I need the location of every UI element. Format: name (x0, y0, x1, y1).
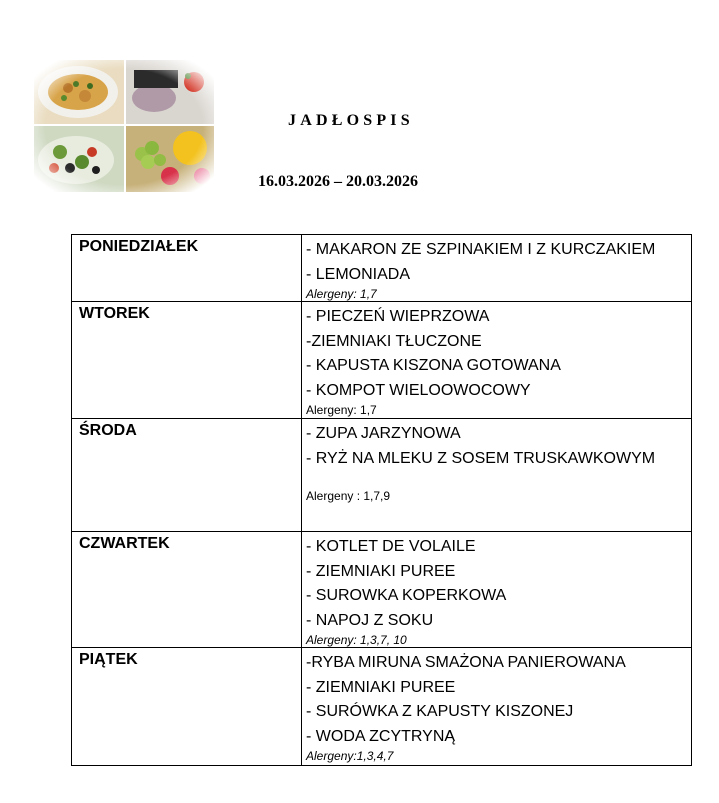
meal-item: - ZIEMNIAKI PUREE (306, 562, 456, 580)
allergens-text: Alergeny: 1,7 (306, 403, 377, 417)
meal-item: - WODA ZCYTRYNĄ (306, 727, 456, 745)
menu-row-friday (72, 648, 692, 766)
allergens-text: Alergeny : 1,7,9 (306, 489, 391, 503)
meal-item: - LEMONIADA (306, 265, 411, 283)
menu-row-thursday (72, 532, 692, 648)
day-name: PIĄTEK (72, 648, 302, 766)
meal-item: - KAPUSTA KISZONA GOTOWANA (306, 357, 561, 374)
meal-item: - RYŻ NA MLEKU Z SOSEM TRUSKAWKOWYM (306, 449, 656, 467)
menu-row-tuesday (72, 302, 692, 419)
food-collage-image (30, 58, 218, 196)
meal-item: - PIECZEŃ WIEPRZOWA (306, 308, 490, 325)
meal-item: - MAKARON ZE SZPINAKIEM I Z KURCZAKIEM (306, 241, 656, 258)
meal-item: - NAPOJ Z SOKU (306, 611, 434, 629)
date-range: 16.03.2026 – 20.03.2026 (258, 173, 418, 190)
meal-cell (302, 235, 692, 302)
day-name: WTOREK (72, 302, 302, 419)
meal-item: - SUROWKA KOPERKOWA (306, 587, 507, 604)
meal-cell (302, 302, 692, 419)
meal-item: - ZUPA JARZYNOWA (306, 425, 461, 442)
meal-item: - KOMPOT WIELOOWOCOWY (306, 381, 531, 399)
allergens-text: Alergeny: 1,7 (306, 287, 377, 301)
menu-row-monday (72, 235, 692, 302)
day-name: ŚRODA (72, 419, 302, 532)
meal-cell (302, 532, 692, 648)
allergens-text: Alergeny:1,3,4,7 (306, 749, 394, 763)
meal-item: - ZIEMNIAKI PUREE (306, 678, 456, 696)
day-name: CZWARTEK (72, 532, 302, 648)
meal-cell (302, 419, 692, 532)
meal-item: -RYBA MIRUNA SMAŻONA PANIEROWANA (306, 654, 626, 671)
day-name: PONIEDZIAŁEK (72, 235, 302, 302)
meal-item: -ZIEMNIAKI TŁUCZONE (306, 332, 482, 350)
menu-row-wednesday (72, 419, 692, 532)
meal-cell (302, 648, 692, 766)
meal-item: - KOTLET DE VOLAILE (306, 538, 476, 555)
meal-item: - SURÓWKA Z KAPUSTY KISZONEJ (306, 703, 574, 720)
page-title: JADŁOSPIS (288, 112, 414, 129)
menu-table (71, 234, 692, 766)
allergens-text: Alergeny: 1,3,7, 10 (306, 633, 407, 647)
